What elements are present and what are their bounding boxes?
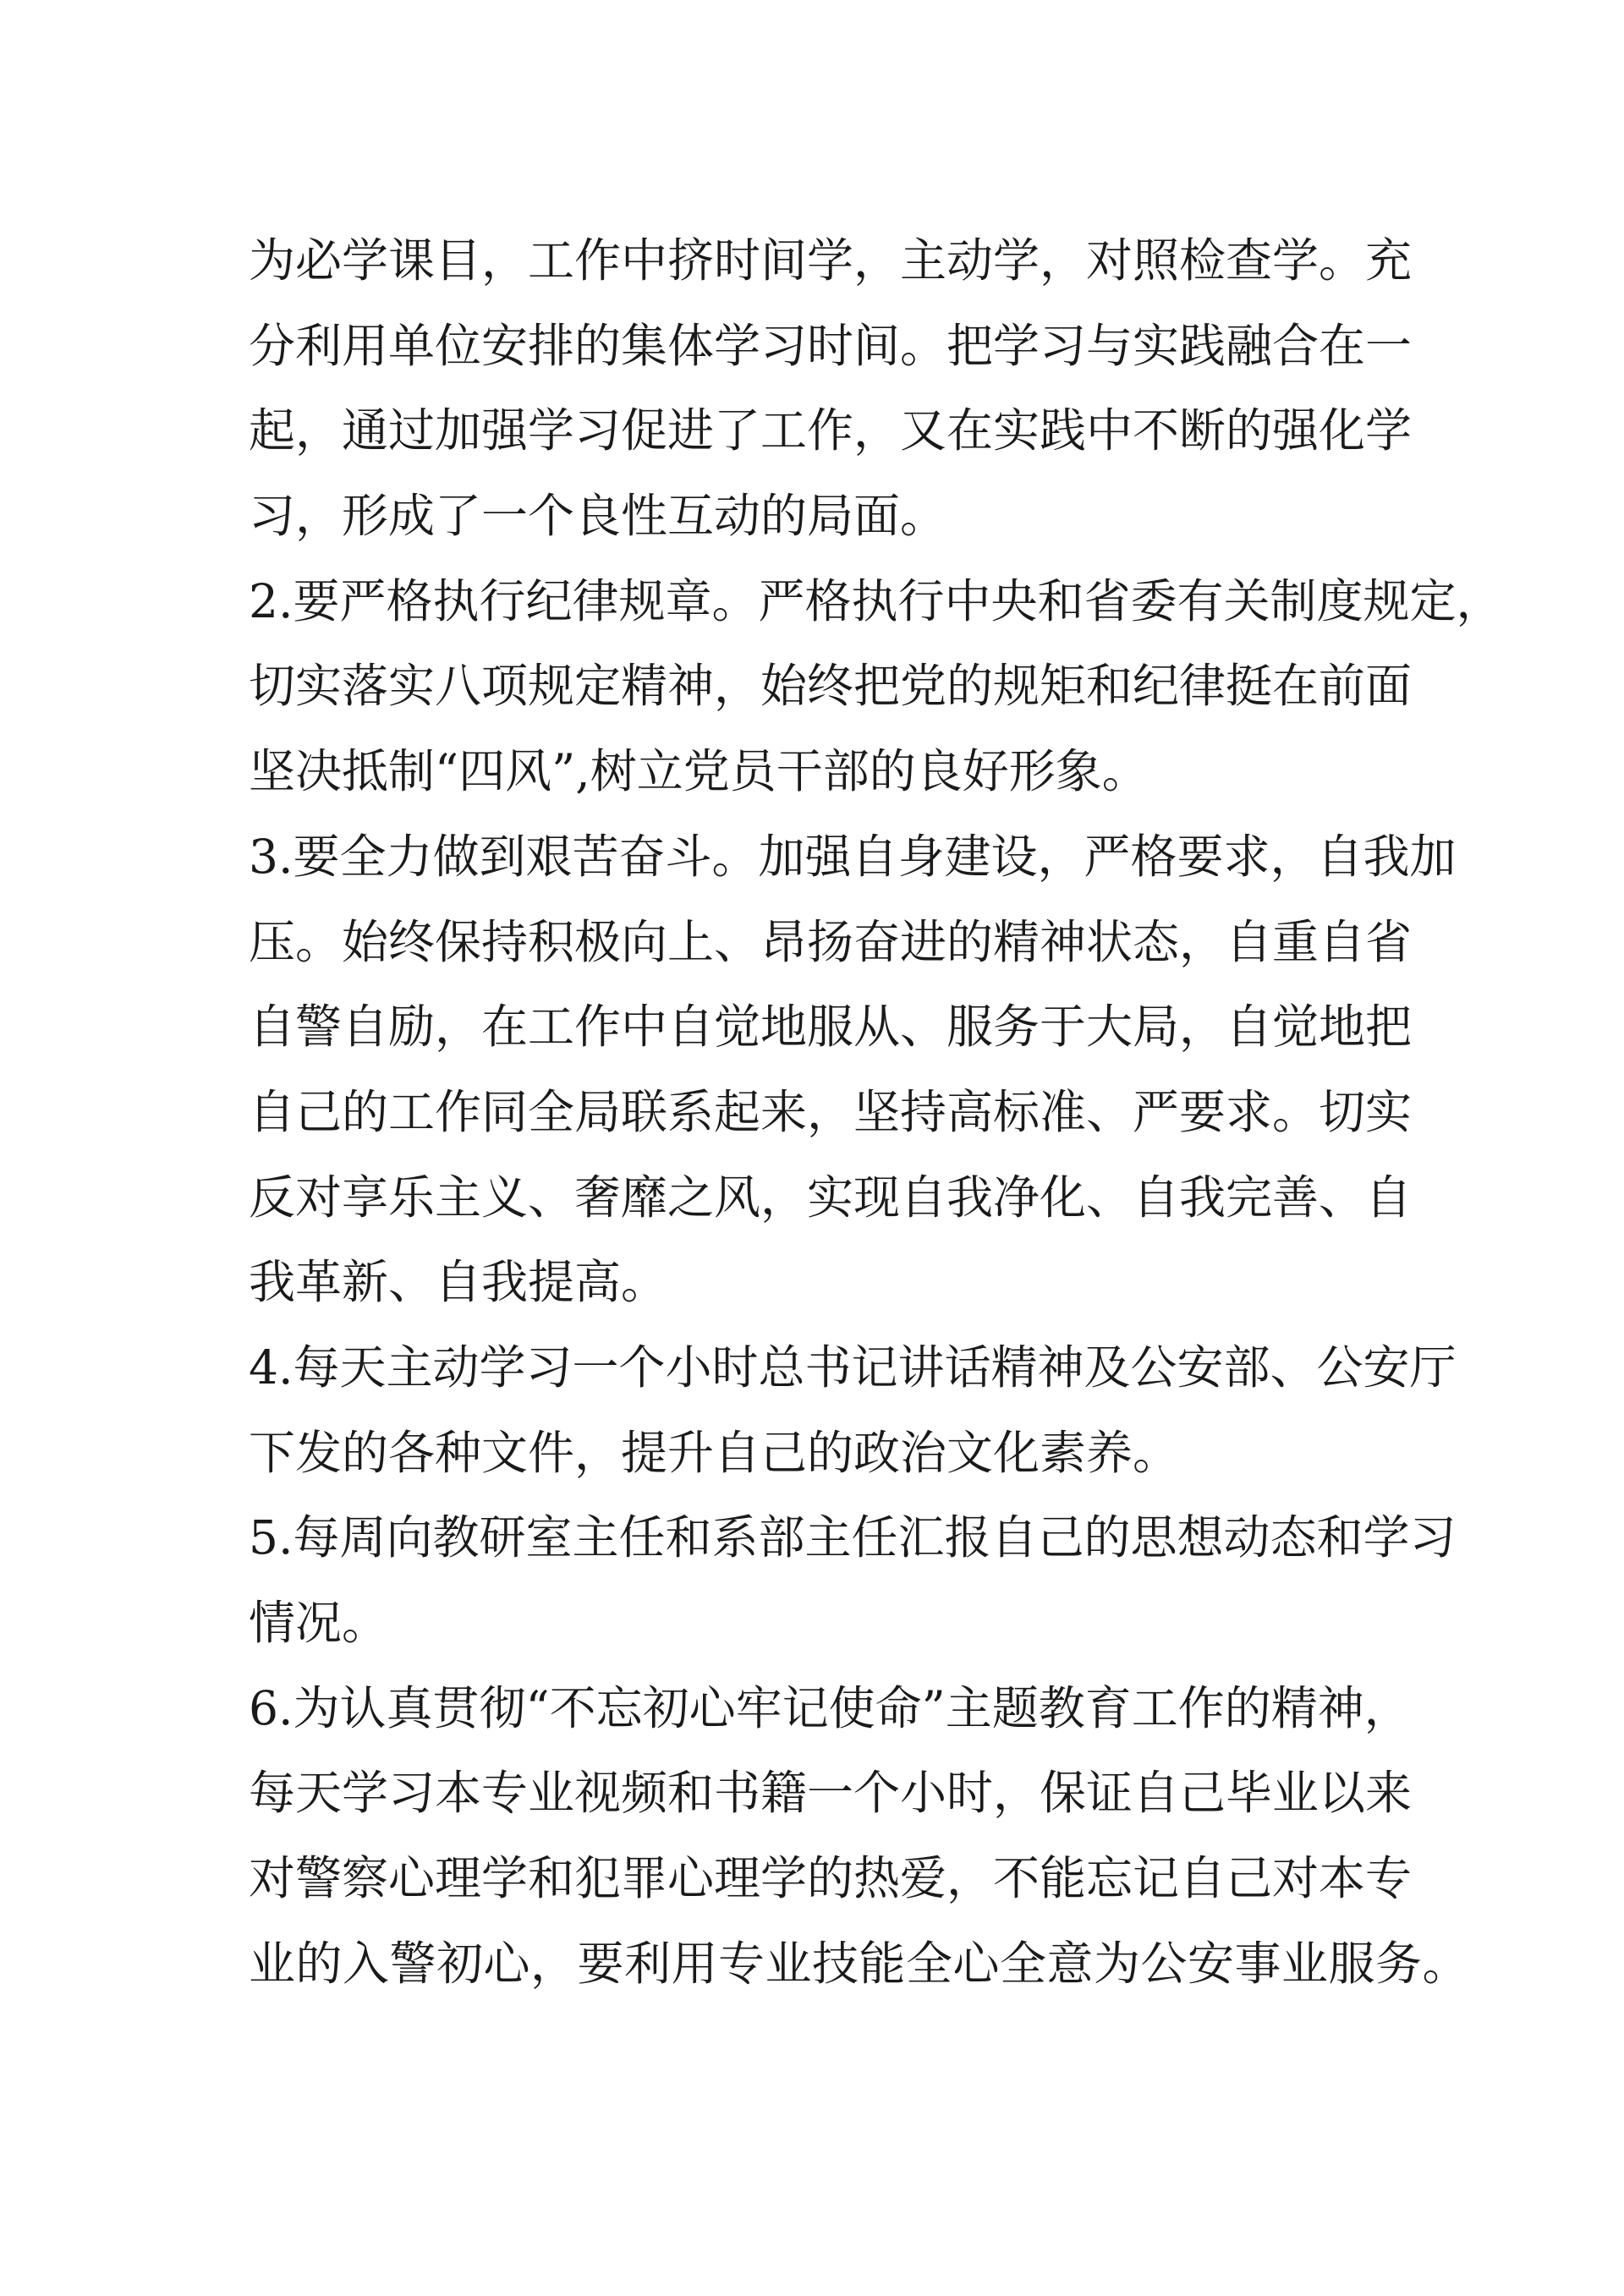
text-line: 坚决抵制“四风”,树立党员干部的良好形象。 <box>249 744 1149 799</box>
text-line: 6.为认真贯彻“不忘初心牢记使命”主题教育工作的精神， <box>249 1680 1411 1735</box>
text-line: 为必学课目，工作中挤时间学，主动学，对照检查学。充 <box>249 233 1413 288</box>
text-line: 压。始终保持积极向上、昂扬奋进的精神状态，自重自省 <box>249 914 1413 969</box>
text-line: 每天学习本专业视频和书籍一个小时，保证自己毕业以来 <box>249 1766 1413 1821</box>
text-line: 对警察心理学和犯罪心理学的热爱，不能忘记自己对本专 <box>249 1851 1413 1906</box>
document-body <box>249 218 1503 2006</box>
text-line: 自警自励，在工作中自觉地服从、服务于大局，自觉地把 <box>249 1000 1413 1055</box>
text-line: 下发的各种文件，提升自己的政治文化素养。 <box>249 1425 1180 1480</box>
text-line: 业的入警初心，要利用专业技能全心全意为公安事业服务。 <box>249 1936 1470 1991</box>
text-line: 起，通过加强学习促进了工作，又在实践中不断的强化学 <box>249 403 1413 458</box>
text-line: 3.要全力做到艰苦奋斗。加强自身建设，严格要求，自我加 <box>249 829 1457 884</box>
text-line: 自己的工作同全局联系起来，坚持高标准、严要求。切实 <box>249 1084 1413 1139</box>
text-line: 情况。 <box>249 1596 389 1650</box>
text-line: 2.要严格执行纪律规章。严格执行中央和省委有关制度规定， <box>249 573 1503 628</box>
text-line: 分利用单位安排的集体学习时间。把学习与实践融合在一 <box>249 318 1413 373</box>
text-line: 反对享乐主义、奢靡之风，实现自我净化、自我完善、自 <box>249 1170 1413 1225</box>
text-line: 切实落实八项规定精神，始终把党的规矩和纪律挺在前面 <box>249 659 1413 714</box>
text-line: 5.每周向教研室主任和系部主任汇报自己的思想动态和学习 <box>249 1510 1457 1565</box>
text-line: 我革新、自我提高。 <box>249 1255 668 1310</box>
text-line: 4.每天主动学习一个小时总书记讲话精神及公安部、公安厅 <box>249 1340 1457 1395</box>
text-line: 习，形成了一个良性互动的局面。 <box>249 489 947 544</box>
